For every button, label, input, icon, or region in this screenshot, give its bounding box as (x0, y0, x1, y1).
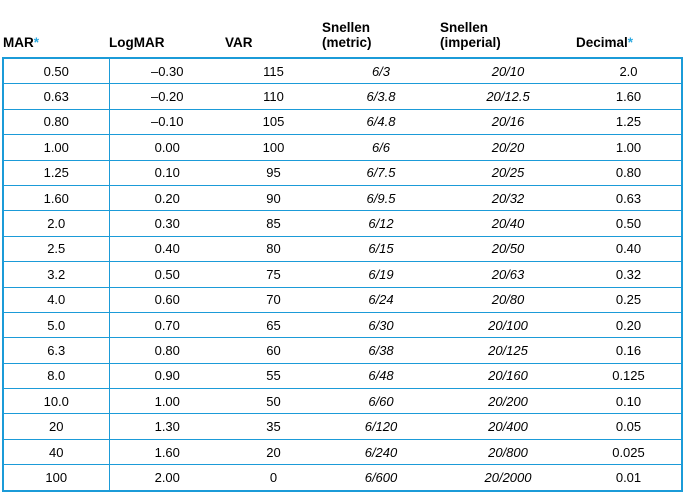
table-row (3, 389, 682, 414)
cell-decimal: 0.40 (576, 236, 682, 261)
cell-mar: 4.0 (3, 287, 109, 312)
cell-logmar: 1.00 (109, 389, 225, 414)
cell-snellen_imperial: 20/40 (440, 211, 576, 236)
cell-decimal: 0.025 (576, 439, 682, 464)
cell-logmar: 0.60 (109, 287, 225, 312)
cell-decimal: 0.01 (576, 465, 682, 491)
cell-snellen_imperial: 20/50 (440, 236, 576, 261)
table-row (3, 135, 682, 160)
cell-snellen_metric: 6/38 (322, 338, 440, 363)
column-header-mar-label: MAR* (3, 35, 40, 51)
cell-var: 35 (225, 414, 322, 439)
cell-mar: 6.3 (3, 338, 109, 363)
cell-snellen_metric: 6/6 (322, 135, 440, 160)
cell-mar: 3.2 (3, 262, 109, 287)
cell-snellen_imperial: 20/20 (440, 135, 576, 160)
cell-snellen_metric: 6/7.5 (322, 160, 440, 185)
cell-snellen_metric: 6/19 (322, 262, 440, 287)
cell-snellen_metric: 6/15 (322, 236, 440, 261)
column-header-decimal (576, 2, 682, 58)
cell-logmar: 0.30 (109, 211, 225, 236)
column-header-decimal-label: Decimal* (576, 35, 634, 51)
cell-logmar: 0.50 (109, 262, 225, 287)
cell-logmar: –0.20 (109, 84, 225, 109)
cell-logmar: 2.00 (109, 465, 225, 491)
cell-snellen_imperial: 20/16 (440, 109, 576, 134)
cell-var: 55 (225, 363, 322, 388)
cell-mar: 10.0 (3, 389, 109, 414)
table-row (3, 338, 682, 363)
column-header-snellen-imperial-line2: (imperial) (440, 35, 501, 51)
cell-mar: 0.80 (3, 109, 109, 134)
cell-snellen_imperial: 20/12.5 (440, 84, 576, 109)
column-header-snellen-metric-line1: Snellen (322, 19, 371, 35)
cell-snellen_imperial: 20/32 (440, 185, 576, 210)
cell-logmar: 0.10 (109, 160, 225, 185)
cell-decimal: 0.20 (576, 312, 682, 337)
cell-snellen_metric: 6/120 (322, 414, 440, 439)
cell-mar: 0.63 (3, 84, 109, 109)
cell-snellen_imperial: 20/160 (440, 363, 576, 388)
table-row (3, 414, 682, 439)
cell-snellen_imperial: 20/25 (440, 160, 576, 185)
cell-decimal: 0.05 (576, 414, 682, 439)
column-header-snellen-imperial-line1: Snellen (440, 19, 489, 35)
cell-snellen_imperial: 20/10 (440, 58, 576, 84)
cell-snellen_imperial: 20/400 (440, 414, 576, 439)
cell-logmar: –0.10 (109, 109, 225, 134)
cell-logmar: 0.00 (109, 135, 225, 160)
cell-var: 0 (225, 465, 322, 491)
cell-logmar: 0.80 (109, 338, 225, 363)
cell-decimal: 0.10 (576, 389, 682, 414)
table-row (3, 363, 682, 388)
cell-decimal: 0.80 (576, 160, 682, 185)
cell-snellen_metric: 6/240 (322, 439, 440, 464)
cell-var: 70 (225, 287, 322, 312)
cell-var: 85 (225, 211, 322, 236)
cell-snellen_imperial: 20/80 (440, 287, 576, 312)
table-body (3, 58, 682, 491)
visual-acuity-table (2, 2, 683, 492)
table-row (3, 58, 682, 84)
cell-decimal: 1.00 (576, 135, 682, 160)
cell-var: 105 (225, 109, 322, 134)
cell-var: 20 (225, 439, 322, 464)
cell-decimal: 1.25 (576, 109, 682, 134)
column-header-snellen-metric-line2: (metric) (322, 35, 372, 51)
cell-decimal: 0.63 (576, 185, 682, 210)
cell-snellen_metric: 6/12 (322, 211, 440, 236)
cell-var: 60 (225, 338, 322, 363)
cell-decimal: 0.32 (576, 262, 682, 287)
cell-logmar: 0.70 (109, 312, 225, 337)
column-header-logmar-label: LogMAR (109, 35, 165, 51)
header-asterisk: * (33, 35, 40, 51)
cell-mar: 1.00 (3, 135, 109, 160)
table-row (3, 185, 682, 210)
cell-mar: 5.0 (3, 312, 109, 337)
cell-mar: 100 (3, 465, 109, 491)
cell-var: 80 (225, 236, 322, 261)
cell-snellen_metric: 6/48 (322, 363, 440, 388)
cell-var: 50 (225, 389, 322, 414)
cell-decimal: 2.0 (576, 58, 682, 84)
table-row (3, 312, 682, 337)
cell-snellen_imperial: 20/100 (440, 312, 576, 337)
cell-logmar: 1.60 (109, 439, 225, 464)
column-header-snellen-imperial (440, 2, 576, 58)
cell-var: 110 (225, 84, 322, 109)
cell-mar: 8.0 (3, 363, 109, 388)
cell-snellen_metric: 6/600 (322, 465, 440, 491)
cell-decimal: 0.50 (576, 211, 682, 236)
cell-decimal: 0.25 (576, 287, 682, 312)
cell-var: 115 (225, 58, 322, 84)
cell-mar: 2.0 (3, 211, 109, 236)
cell-decimal: 1.60 (576, 84, 682, 109)
cell-logmar: 0.40 (109, 236, 225, 261)
table-row (3, 160, 682, 185)
cell-snellen_metric: 6/30 (322, 312, 440, 337)
cell-snellen_imperial: 20/200 (440, 389, 576, 414)
cell-decimal: 0.125 (576, 363, 682, 388)
cell-mar: 2.5 (3, 236, 109, 261)
cell-var: 65 (225, 312, 322, 337)
cell-snellen_metric: 6/4.8 (322, 109, 440, 134)
column-header-snellen-metric (322, 2, 440, 58)
cell-mar: 40 (3, 439, 109, 464)
cell-mar: 0.50 (3, 58, 109, 84)
cell-decimal: 0.16 (576, 338, 682, 363)
cell-snellen_metric: 6/3 (322, 58, 440, 84)
column-header-var-label: VAR (225, 35, 253, 51)
column-header-var (225, 2, 322, 58)
cell-snellen_metric: 6/3.8 (322, 84, 440, 109)
table-row (3, 211, 682, 236)
cell-snellen_metric: 6/60 (322, 389, 440, 414)
cell-mar: 20 (3, 414, 109, 439)
cell-snellen_imperial: 20/2000 (440, 465, 576, 491)
table-row (3, 236, 682, 261)
cell-snellen_metric: 6/24 (322, 287, 440, 312)
cell-snellen_metric: 6/9.5 (322, 185, 440, 210)
cell-logmar: –0.30 (109, 58, 225, 84)
table-row (3, 109, 682, 134)
table-row (3, 439, 682, 464)
table-row (3, 465, 682, 491)
table-row (3, 84, 682, 109)
table-header (3, 2, 682, 58)
cell-mar: 1.25 (3, 160, 109, 185)
header-asterisk: * (627, 35, 634, 51)
table-row (3, 287, 682, 312)
cell-logmar: 1.30 (109, 414, 225, 439)
table-row (3, 262, 682, 287)
cell-logmar: 0.20 (109, 185, 225, 210)
cell-var: 95 (225, 160, 322, 185)
cell-var: 100 (225, 135, 322, 160)
column-header-logmar (109, 2, 225, 58)
cell-snellen_imperial: 20/125 (440, 338, 576, 363)
cell-var: 90 (225, 185, 322, 210)
cell-logmar: 0.90 (109, 363, 225, 388)
cell-snellen_imperial: 20/63 (440, 262, 576, 287)
cell-mar: 1.60 (3, 185, 109, 210)
cell-var: 75 (225, 262, 322, 287)
column-header-mar (3, 2, 109, 58)
cell-snellen_imperial: 20/800 (440, 439, 576, 464)
